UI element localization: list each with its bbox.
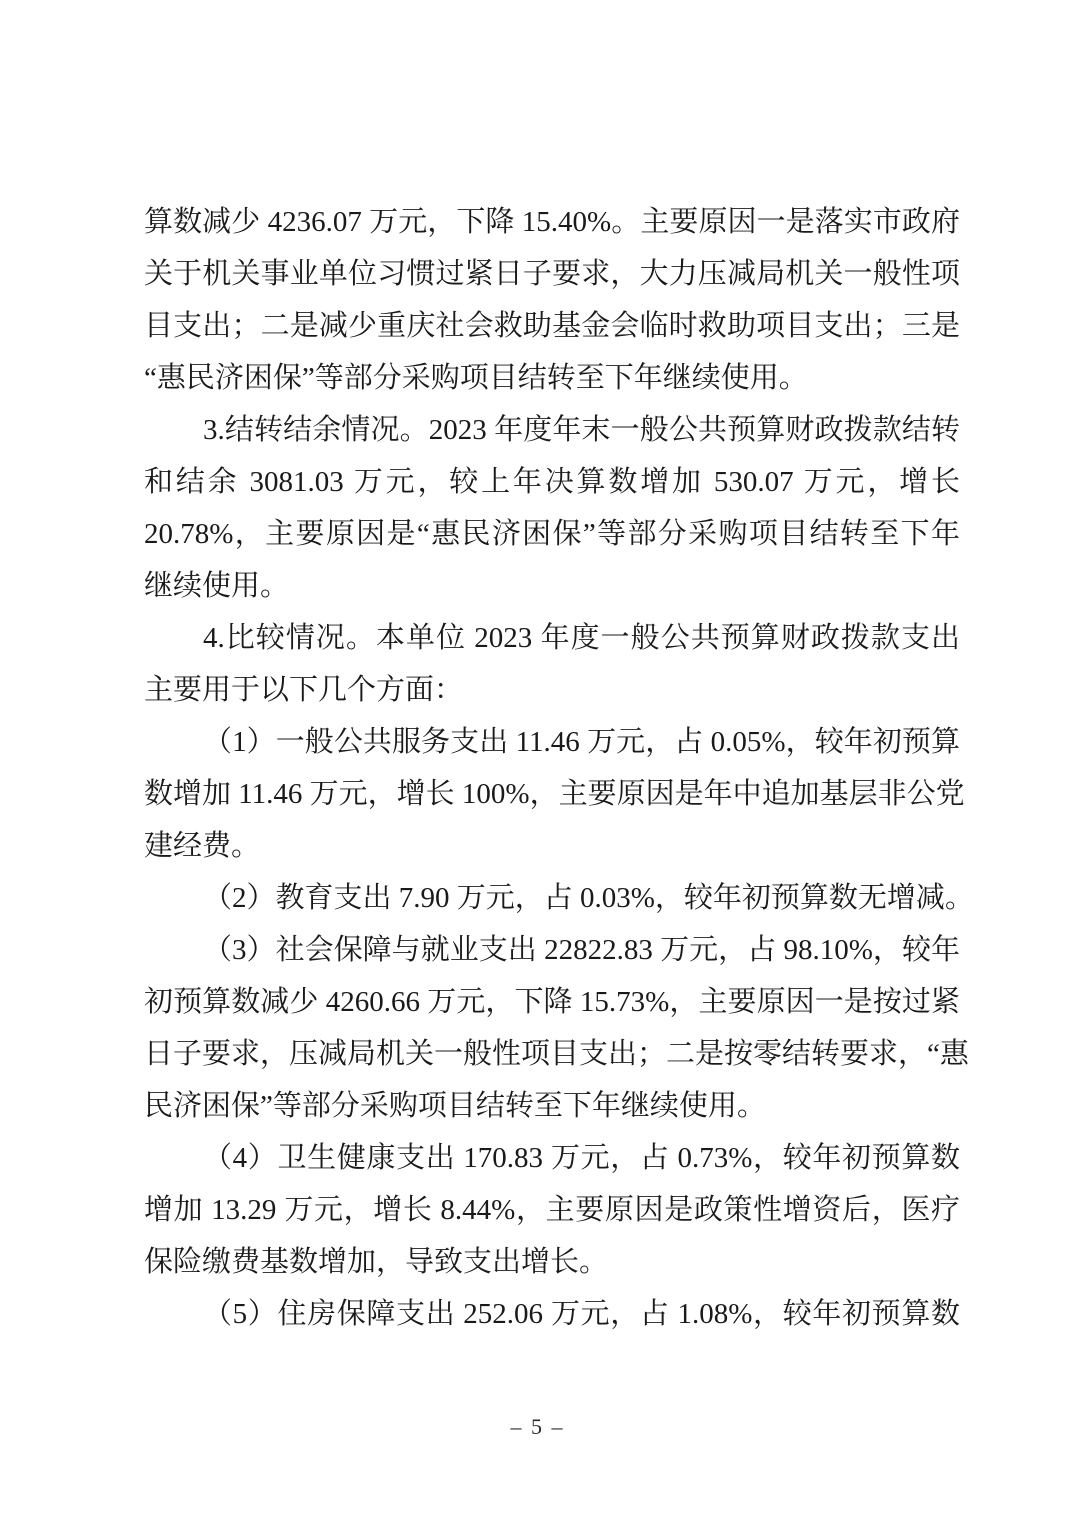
text-line: 民济困保”等部分采购项目结转至下年继续使用。 (144, 1090, 766, 1122)
text-line: “惠民济困保”等部分采购项目结转至下年继续使用。 (144, 362, 808, 394)
text-line: 算数减少 4236.07 万元，下降 15.40%。主要原因一是落实市政府 (144, 206, 960, 238)
text-line: 4.比较情况。本单位 2023 年度一般公共预算财政拨款支出 (203, 622, 960, 654)
text-line: 数增加 11.46 万元，增长 100%，主要原因是年中追加基层非公党 (144, 778, 965, 810)
text-line: 主要用于以下几个方面： (144, 674, 464, 706)
text-line: 关于机关事业单位习惯过紧日子要求，大力压减局机关一般性项 (144, 258, 960, 290)
paragraph (144, 716, 965, 872)
text-line: （4）卫生健康支出 170.83 万元，占 0.73%，较年初预算数 (203, 1142, 960, 1174)
text-line: 初预算数减少 4260.66 万元，下降 15.73%，主要原因一是按过紧 (144, 986, 960, 1018)
paragraph (144, 612, 960, 716)
paragraph (144, 924, 969, 1132)
paragraph (144, 196, 960, 404)
text-line: 继续使用。 (144, 570, 290, 602)
text-line: 建经费。 (144, 830, 261, 862)
text-line: 和结余 3081.03 万元，较上年决算数增加 530.07 万元，增长 (144, 466, 960, 498)
text-line: 目支出；二是减少重庆社会救助基金会临时救助项目支出；三是 (144, 310, 960, 342)
document-body (144, 196, 974, 1340)
page-number: – 5 – (510, 1414, 565, 1439)
text-line: （2）教育支出 7.90 万元，占 0.03%，较年初预算数无增减。 (203, 882, 974, 914)
text-line: （1）一般公共服务支出 11.46 万元，占 0.05%，较年初预算 (203, 726, 960, 758)
text-line: 增加 13.29 万元，增长 8.44%，主要原因是政策性增资后，医疗 (144, 1194, 960, 1226)
text-line: 20.78%，主要原因是“惠民济困保”等部分采购项目结转至下年 (144, 518, 960, 550)
paragraph (144, 404, 960, 612)
text-line: 保险缴费基数增加，导致支出增长。 (144, 1246, 609, 1278)
text-line: 3.结转结余情况。2023 年度年末一般公共预算财政拨款结转 (203, 414, 960, 446)
page-footer (0, 1412, 1075, 1442)
paragraph (144, 872, 974, 924)
text-line: （3）社会保障与就业支出 22822.83 万元，占 98.10%，较年 (203, 934, 960, 966)
text-line: 日子要求，压减局机关一般性项目支出；二是按零结转要求，“惠 (144, 1038, 969, 1070)
paragraph (144, 1288, 960, 1340)
text-line: （5）住房保障支出 252.06 万元，占 1.08%，较年初预算数 (203, 1298, 960, 1330)
paragraph (144, 1132, 960, 1288)
